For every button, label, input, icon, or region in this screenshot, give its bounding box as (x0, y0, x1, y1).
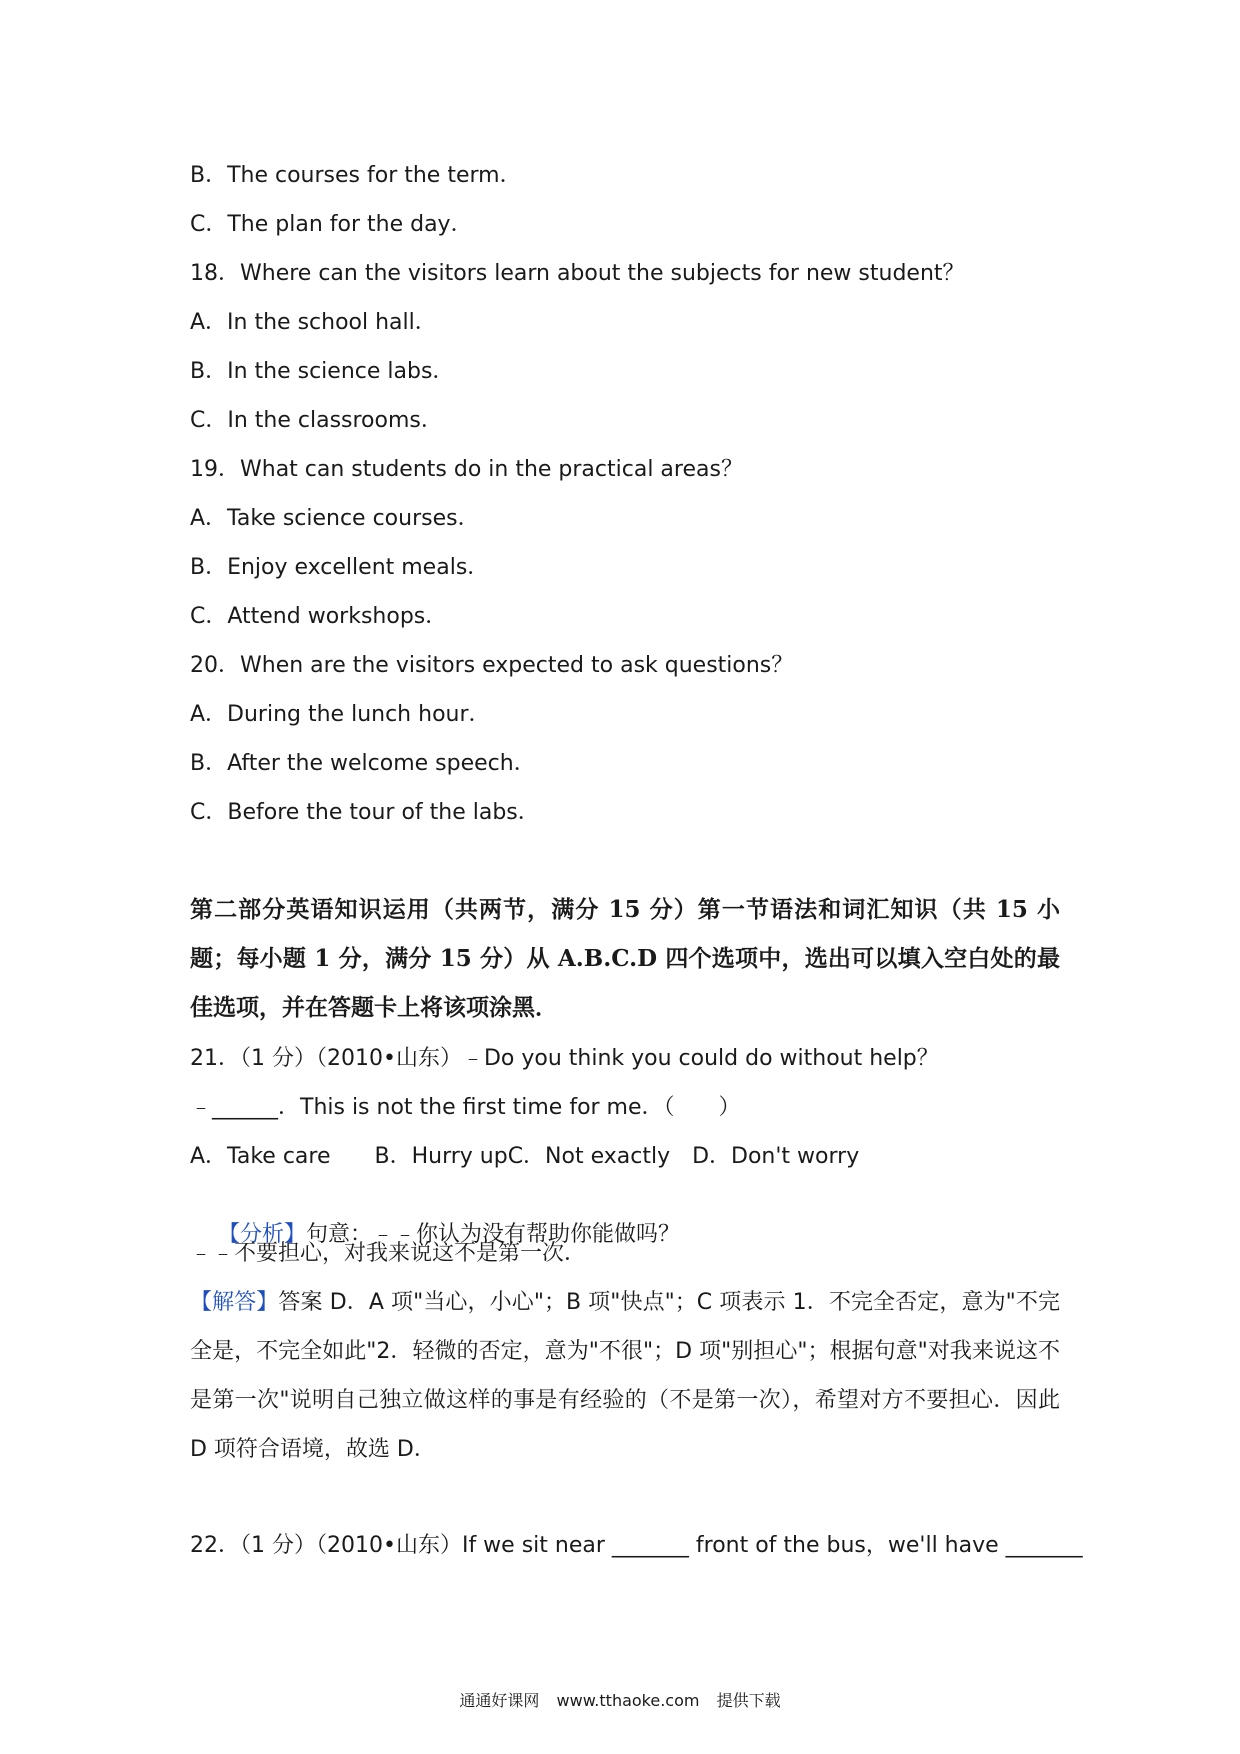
option-20b: B．After the welcome speech． (190, 751, 536, 776)
footer-provide: 提供下载 (716, 1691, 781, 1710)
question-21-stem: 21．（1 分）（2010•山东）﹣Do you think you could do without help？ (190, 1046, 939, 1071)
answer-tag: 【解答】 (190, 1290, 279, 1315)
option-19c: C．Attend workshops． (190, 604, 448, 629)
footer-url[interactable]: www.tthaoke.com (556, 1691, 700, 1710)
analysis-tag: 【分析】 (217, 1222, 306, 1247)
question-18: 18．Where can the visitors learn about the subjects for new student？ (190, 261, 965, 286)
answer-paragraph (190, 1278, 1060, 1474)
option-18c: C．In the classrooms． (190, 408, 443, 433)
option-20c: C．Before the tour of the labs． (190, 800, 540, 825)
question-21-options: A．Take care B．Hurry upC．Not exactly D．Don't worry (190, 1144, 860, 1169)
option-17b: B．The courses for the term． (190, 163, 522, 188)
option-18b: B．In the science labs． (190, 359, 455, 384)
option-20a: A．During the lunch hour． (190, 702, 491, 727)
option-18a: A．In the school hall． (190, 310, 437, 335)
footer-site-name: 通通好课网 (459, 1691, 540, 1710)
option-19b: B．Enjoy excellent meals． (190, 555, 490, 580)
question-19: 19．What can students do in the practical areas？ (190, 457, 743, 482)
question-20: 20．When are the visitors expected to ask questions？ (190, 653, 794, 678)
question-21-blank-line: ﹣______．This is not the first time for me．（ ） (190, 1095, 741, 1120)
answer-text: 答案 D．A 项"当心，小心"；B 项"快点"；C 项表示 1．不完全否定，意为"不完全是，不完全如此"2．轻微的否定，意为"不很"；D 项"别担心"；根据句意"对我来说这不是第一次"说明自己独立做这样的事是有经验的（不是第一次），希望对方不要担心．因此 D 项符合语境，故选 D． (190, 1290, 1060, 1462)
analysis-text: 句意：﹣﹣你认为没有帮助你能做吗？ (306, 1222, 681, 1247)
section-heading: 第二部分英语知识运用（共两节，满分 15 分）第一节语法和词汇知识（共 15 小题；每小题 1 分，满分 15 分）从 A.B.C.D 四个选项中，选出可以填入空白处的最佳选项，并在答题卡上将该项涂黑． (190, 896, 1060, 1021)
option-17c: C．The plan for the day． (190, 212, 473, 237)
option-19a: A．Take science courses． (190, 506, 480, 531)
question-22-stem: 22．（1 分）（2010•山东）If we sit near _______ front of the bus，we'll have _______ (190, 1533, 1083, 1558)
page-footer (0, 1688, 1240, 1711)
analysis-line-2: ﹣﹣不要担心，对我来说这不是第一次． (190, 1241, 587, 1266)
